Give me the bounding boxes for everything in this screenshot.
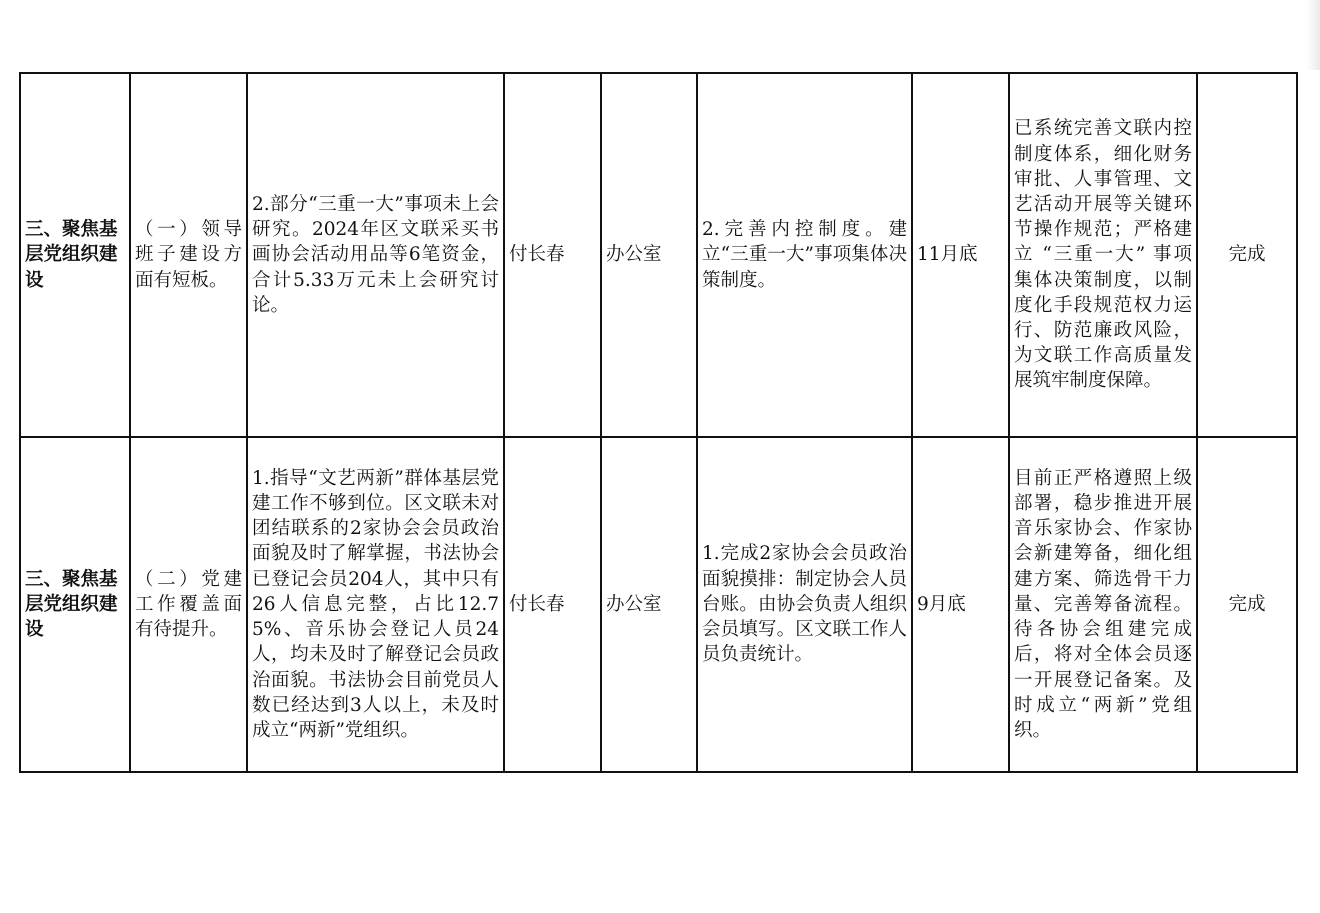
progress-cell: 已系统完善文联内控制度体系，细化财务审批、人事管理、文艺活动开展等关键环节操作规范；严格建立 “三重一大” 事项集体决策制度，以制度化手段规范权力运行、防范廉政风险，为文联工作高质量发展筑牢制度保障。: [1009, 73, 1197, 437]
problem-cell: 2.部分“三重一大”事项未上会研究。2024年区文联采买书画协会活动用品等6笔资金，合计5.33万元未上会研究讨论。: [247, 73, 504, 437]
rectification-table: [19, 72, 1298, 773]
deadline-cell: 11月底: [912, 73, 1009, 437]
status-cell: 完成: [1197, 73, 1297, 437]
table-row: [20, 73, 1297, 437]
deadline-cell: 9月底: [912, 437, 1009, 772]
leader-cell: 付长春: [504, 73, 601, 437]
department-cell: 办公室: [601, 437, 697, 772]
issue-cell: （一）领导班子建设方面有短板。: [130, 73, 247, 437]
department-cell: 办公室: [601, 73, 697, 437]
category-cell: 三、聚焦基层党组织建设: [20, 73, 130, 437]
leader-cell: 付长春: [504, 437, 601, 772]
problem-cell: 1.指导“文艺两新”群体基层党建工作不够到位。区文联未对团结联系的2家协会会员政治面貌及时了解掌握，书法协会已登记会员204人，其中只有26人信息完整，占比12.75%、音乐协会登记人员24人，均未及时了解登记会员政治面貌。书法协会目前党员人数已经达到3人以上，未及时成立“两新”党组织。: [247, 437, 504, 772]
progress-cell: 目前正严格遵照上级部署，稳步推进开展音乐家协会、作家协会新建筹备，细化组建方案、筛选骨干力量、完善筹备流程。待各协会组建完成后，将对全体会员逐一开展登记备案。及时成立“两新”党组织。: [1009, 437, 1197, 772]
category-cell: 三、聚焦基层党组织建设: [20, 437, 130, 772]
measure-cell: 2.完善内控制度。建立“三重一大”事项集体决策制度。: [697, 73, 912, 437]
status-cell: 完成: [1197, 437, 1297, 772]
table-row: [20, 437, 1297, 772]
page-edge-shadow: [1306, 0, 1320, 70]
issue-cell: （二）党建工作覆盖面有待提升。: [130, 437, 247, 772]
measure-cell: 1.完成2家协会会员政治面貌摸排：制定协会人员台账。由协会负责人组织会员填写。区文联工作人员负责统计。: [697, 437, 912, 772]
